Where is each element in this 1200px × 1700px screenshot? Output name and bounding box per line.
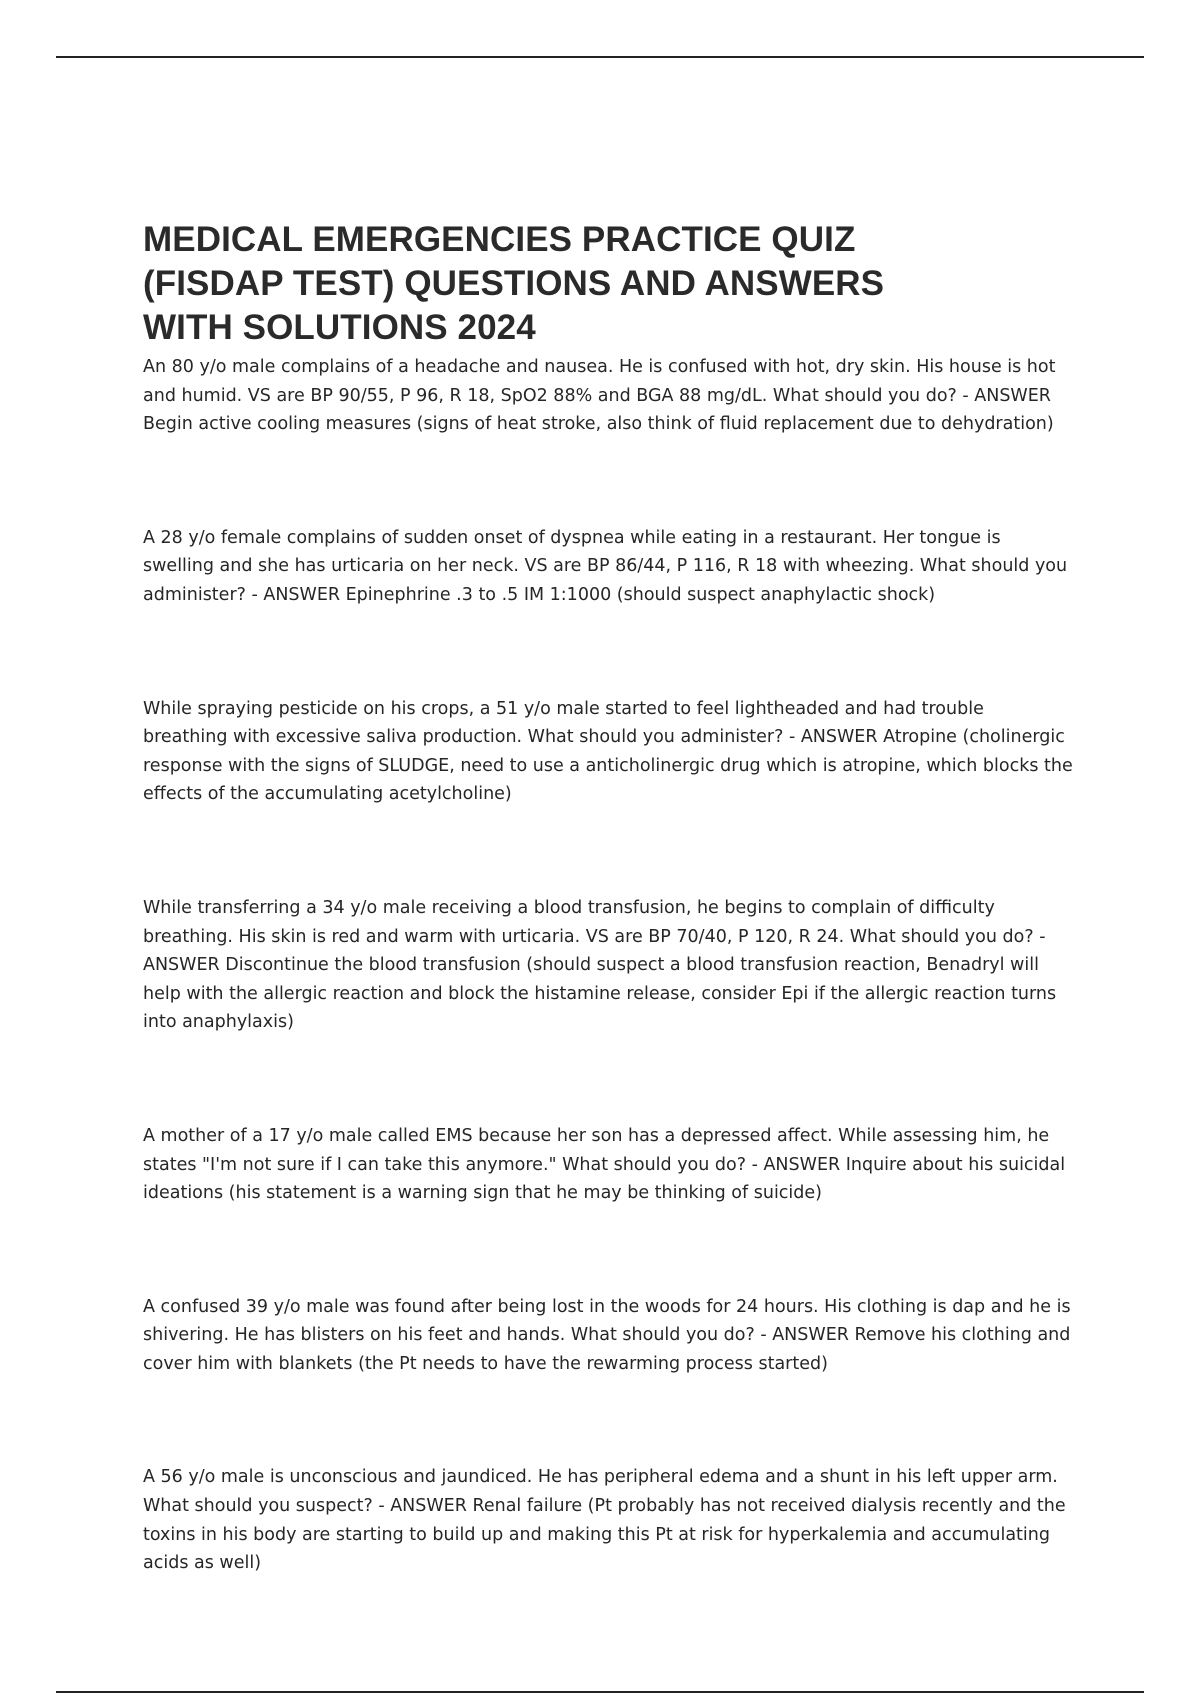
title-line-2: (FISDAP TEST) QUESTIONS AND ANSWERS [143, 264, 885, 303]
qa-item: A 28 y/o female complains of sudden onset of dyspnea while eating in a restaurant. Her tongue is swelling and she has urticaria on her neck. VS are BP 86/44, P 116, R 18 with wheezing. What should you administer? - ANSWER Epinephrine .3 to .5 IM 1:1000 (should suspect anaphylactic shock) [143, 527, 1068, 605]
qa-item: A mother of a 17 y/o male called EMS because her son has a depressed affect. While assessing him, he states "I'm not sure if I can take this anymore." What should you do? - ANSWER Inquire about his suicidal ideations (his statement is a warning sign that he may be thinking of suicide) [143, 1125, 1066, 1204]
qa-item: A confused 39 y/o male was found after being lost in the woods for 24 hours. His clothing is dap and he is shivering. He has blisters on his feet and hands. What should you do? - ANSWER Remove his clothing and cover him with blankets (the Pt needs to have the rewarming process started) [143, 1296, 1071, 1374]
title-line-3: WITH SOLUTIONS 2024 [143, 308, 536, 347]
qa-item: A 56 y/o male is unconscious and jaundiced. He has peripheral edema and a shunt in his left upper arm. What should you suspect? - ANSWER Renal failure (Pt probably has not received dialysis recently and the toxins in his body are starting to build up and making this Pt at risk for hyperkalemia and accumulating acids as well) [143, 1467, 1066, 1574]
question-answer-list [143, 353, 1073, 1578]
qa-item: While transferring a 34 y/o male receiving a blood transfusion, he begins to complain of difficulty breathing. His skin is red and warm with urticaria. VS are BP 70/40, P 120, R 24. What should you do? - ANSWER Discontinue the blood transfusion (should suspect a blood transfusion reaction, Benadryl will help with the allergic reaction and block the histamine release, consider Epi if the allergic reaction turns into anaphylaxis) [143, 897, 1057, 1033]
qa-item: An 80 y/o male complains of a headache and nausea. He is confused with hot, dry skin. His house is hot and humid. VS are BP 90/55, P 96, R 18, SpO2 88% and BGA 88 mg/dL. What should you do? - ANSWER Begin active cooling measures (signs of heat stroke, also think of fluid replacement due to dehydration) [143, 357, 1056, 435]
title-line-1: MEDICAL EMERGENCIES PRACTICE QUIZ [143, 220, 856, 259]
header-rule [56, 56, 1144, 58]
footer-rule [56, 1691, 1144, 1693]
qa-item: While spraying pesticide on his crops, a 51 y/o male started to feel lightheaded and had trouble breathing with excessive saliva production. What should you administer? - ANSWER Atropine (cholinergic response with the signs of SLUDGE, need to use a anticholinergic drug which is atropine, which blocks the effects of the accumulating acetylcholine) [143, 698, 1073, 805]
document-title [143, 218, 1043, 350]
